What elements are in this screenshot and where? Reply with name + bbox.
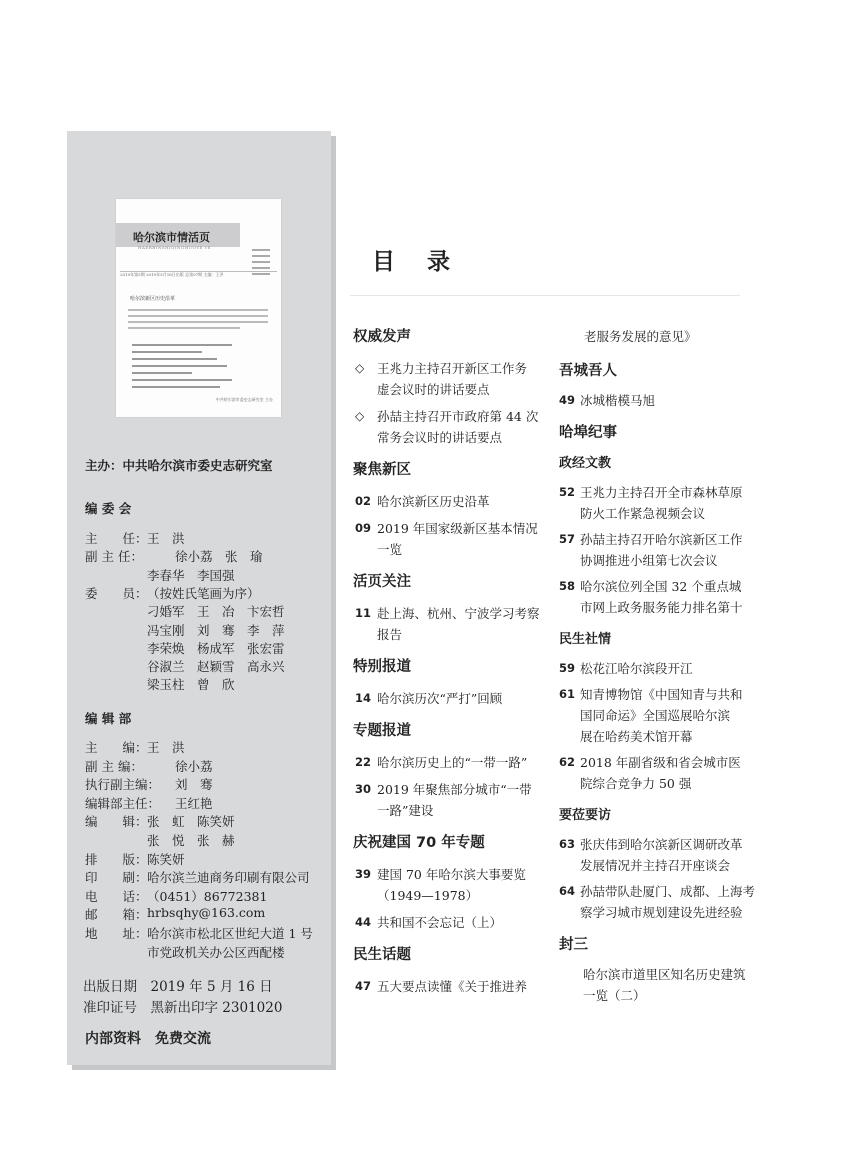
toc-entry-text: 2019 年国家级新区基本情况 xyxy=(377,521,538,536)
dept-member-value: 徐小荔 xyxy=(175,758,213,774)
dept-member-label: 印 刷： xyxy=(85,870,148,886)
diamond-bullet-icon: ◇ xyxy=(355,409,365,423)
toc-entry[interactable] xyxy=(355,406,538,448)
toc-entry-text: 哈尔滨历次“严打”回顾 xyxy=(377,691,503,706)
toc-page-number: 14 xyxy=(355,691,372,705)
board-member-label: 主 任： xyxy=(85,531,148,546)
board-member-value: 梁玉柱 曾 欣 xyxy=(147,677,235,693)
board-member-value: （按姓氏笔画为序） xyxy=(147,585,260,601)
dept-member-label: 邮 箱： xyxy=(85,907,148,923)
toc-category-heading: 吾城吾人 xyxy=(559,363,617,379)
toc-entry-text: 报告 xyxy=(377,627,403,642)
dept-member-label: 排 版： xyxy=(85,851,148,867)
toc-entry[interactable] xyxy=(355,912,502,933)
print-permit: 准印证号 黑新出印字 2301020 xyxy=(83,1000,283,1016)
board-member-value: 李春华 李国强 xyxy=(147,567,235,583)
toc-page-number: 11 xyxy=(355,606,372,620)
toc-entry[interactable] xyxy=(355,779,532,821)
masthead-panel xyxy=(67,131,331,1065)
toc-entry-text: 建国 70 年哈尔滨大事要览 xyxy=(377,867,526,882)
toc-entry[interactable] xyxy=(559,752,741,794)
cover-headline: 哈尔滨新区历史沿革 xyxy=(130,296,176,302)
toc-entry-text: 孙喆主持召开市政府第 44 次 xyxy=(377,409,539,424)
dept-member-value: 王 洪 xyxy=(147,740,185,755)
toc-entry-continuation: 老服务发展的意见》 xyxy=(584,329,697,344)
toc-subcategory-heading: 政经文教 xyxy=(559,456,612,471)
toc-page-number: 47 xyxy=(355,979,372,993)
toc-page-number: 52 xyxy=(559,485,576,499)
toc-entry[interactable] xyxy=(355,603,540,645)
toc-category-heading: 封三 xyxy=(559,937,588,953)
toc-entry[interactable] xyxy=(559,684,743,747)
toc-entry-text: 防火工作紧急视频会议 xyxy=(580,506,706,521)
toc-entry[interactable] xyxy=(559,529,743,571)
toc-entry-text: 察学习城市规划建设先进经验 xyxy=(580,905,743,920)
toc-entry[interactable] xyxy=(559,390,655,411)
toc-page-number: 58 xyxy=(559,579,576,593)
toc-entry-text: 哈尔滨市道里区知名历史建筑 xyxy=(583,967,746,982)
toc-entry-text: 共和国不会忘记（上） xyxy=(377,915,503,930)
publish-date: 出版日期 2019 年 5 月 16 日 xyxy=(83,979,273,995)
board-member-label: 委 员： xyxy=(85,585,148,601)
toc-entry-text: 张庆伟到哈尔滨新区调研改革 xyxy=(580,837,743,852)
toc-entry-text: 五大要点读懂《关于推进养 xyxy=(377,979,528,994)
toc-entry-text: 市网上政务服务能力排名第十 xyxy=(580,600,743,615)
cover-footer: 中共哈尔滨市委史志研究室 主办 xyxy=(215,397,273,402)
toc-page-number: 64 xyxy=(559,884,576,898)
toc-page-number: 39 xyxy=(355,867,372,881)
cover-title: 哈尔滨市情活页 xyxy=(133,231,210,244)
board-member-label: 副 主 任： xyxy=(85,549,143,565)
toc-entry-text: 哈尔滨历史上的“一带一路” xyxy=(377,755,528,770)
toc-category-heading: 哈埠纪事 xyxy=(559,425,617,441)
toc-category-heading: 专题报道 xyxy=(353,723,411,739)
toc-category-heading: 活页关注 xyxy=(353,574,411,590)
dept-member-label: 执行副主编： xyxy=(85,777,161,793)
toc-entry-text: 协调推进小组第七次会议 xyxy=(580,553,718,568)
dept-member-value: 王红艳 xyxy=(175,795,213,811)
dept-member-value: 哈尔滨市松北区世纪大道 1 号 xyxy=(147,926,313,941)
toc-entry[interactable] xyxy=(355,491,490,512)
dept-member-value: 哈尔滨兰迪商务印刷有限公司 xyxy=(147,870,310,886)
toc-entry-text: 赴上海、杭州、宁波学习考察 xyxy=(377,606,540,621)
dept-member-value: hrbsqhy@163.com xyxy=(147,905,266,921)
sponsor-line: 主办：中共哈尔滨市委史志研究室 xyxy=(85,458,273,473)
toc-entry-text: 院综合竞争力 50 强 xyxy=(580,776,692,791)
board-member-value: 王 洪 xyxy=(147,531,185,546)
toc-entry-text: 知青博物馆《中国知青与共和 xyxy=(580,687,743,702)
toc-page-number: 02 xyxy=(355,494,372,508)
toc-page-number: 30 xyxy=(355,782,372,796)
toc-entry-text: 哈尔滨新区历史沿革 xyxy=(377,494,490,509)
toc-page-number: 09 xyxy=(355,521,372,535)
dept-member-label: 主 编： xyxy=(85,740,148,755)
toc-category-heading: 权威发声 xyxy=(353,329,411,345)
cover-issue-line: 2019年第5期 2019年5月16日出版 总第97期 主编：王洪 xyxy=(120,271,277,278)
toc-entry[interactable] xyxy=(355,518,538,560)
dept-member-value: （0451）86772381 xyxy=(147,888,268,904)
toc-page-number: 62 xyxy=(559,755,576,769)
toc-page-number: 49 xyxy=(559,393,576,407)
toc-entry-text: 国同命运》全国巡展哈尔滨 xyxy=(580,708,731,723)
toc-page-number: 59 xyxy=(559,661,576,675)
cover-paragraph xyxy=(128,309,268,333)
dept-member-label: 编辑部主任： xyxy=(85,795,161,811)
toc-entry-text: 一路”建设 xyxy=(377,803,434,818)
toc-entry-text: 哈尔滨位列全国 32 个重点城 xyxy=(580,579,742,594)
toc-entry[interactable] xyxy=(355,752,527,773)
toc-entry-text: 王兆力主持召开全市森林草原 xyxy=(580,485,743,500)
internal-material-note: 内部资料 免费交流 xyxy=(85,1031,211,1047)
toc-entry-text: 一览（二） xyxy=(583,988,646,1003)
toc-entry[interactable] xyxy=(559,482,743,524)
dept-member-label: 地 址： xyxy=(85,926,148,941)
toc-subcategory-heading: 要莅要访 xyxy=(559,808,612,823)
diamond-bullet-icon: ◇ xyxy=(355,361,365,375)
toc-entry-text: 展在哈药美术馆开幕 xyxy=(580,729,693,744)
toc-entry[interactable] xyxy=(355,976,527,997)
board-member-value: 徐小荔 张 瑜 xyxy=(175,549,263,565)
toc-page-number: 63 xyxy=(559,837,576,851)
toc-title: 目 录 xyxy=(372,249,463,275)
toc-page-number: 61 xyxy=(559,687,576,701)
dept-member-label: 电 话： xyxy=(85,888,148,904)
toc-entry-text: （1949—1978） xyxy=(377,888,479,903)
toc-entry-text: 2019 年聚焦部分城市“一带 xyxy=(377,782,532,797)
cover-thumbnail xyxy=(116,199,281,417)
dept-member-value: 陈笑妍 xyxy=(147,851,185,867)
toc-entry-text: 松花江哈尔滨段开江 xyxy=(580,661,693,676)
toc-entry-text: 冰城楷模马旭 xyxy=(580,393,656,408)
dept-member-value: 张 虹 陈笑妍 xyxy=(147,814,235,830)
dept-member-value: 张 悦 张 赫 xyxy=(147,833,235,848)
toc-entry-text: 王兆力主持召开新区工作务 xyxy=(377,361,528,376)
toc-entry[interactable] xyxy=(559,964,746,1006)
toc-entry-text: 虚会议时的讲话要点 xyxy=(377,382,490,397)
dept-member-label: 副 主 编： xyxy=(85,758,143,774)
toc-entry-text: 2018 年副省级和省会城市医 xyxy=(580,755,741,770)
toc-entry[interactable] xyxy=(355,864,526,906)
toc-entry[interactable] xyxy=(355,358,527,400)
toc-page-number: 57 xyxy=(559,532,576,546)
toc-page-number: 44 xyxy=(355,915,372,929)
toc-entry[interactable] xyxy=(355,688,502,709)
toc-category-heading: 特别报道 xyxy=(353,659,411,675)
toc-divider xyxy=(350,295,740,296)
toc-entry[interactable] xyxy=(559,834,743,876)
toc-category-heading: 聚焦新区 xyxy=(353,462,411,478)
board-member-value: 刁婚军 王 冶 卞宏哲 xyxy=(147,604,285,620)
editorial-dept-heading: 编 辑 部 xyxy=(85,711,132,726)
toc-entry-text: 发展情况并主持召开座谈会 xyxy=(580,858,731,873)
toc-entry-text: 一览 xyxy=(377,542,403,557)
toc-category-heading: 庆祝建国 70 年专题 xyxy=(353,835,485,851)
toc-page-number: 22 xyxy=(355,755,372,769)
board-member-value: 李荣焕 杨成军 张宏雷 xyxy=(147,640,285,656)
toc-entry-text: 孙喆带队赴厦门、成都、上海考 xyxy=(580,884,756,899)
editorial-board-heading: 编 委 会 xyxy=(85,501,132,516)
dept-member-value: 市党政机关办公区西配楼 xyxy=(147,944,285,960)
dept-member-label: 编 辑： xyxy=(85,814,148,830)
toc-category-heading: 民生话题 xyxy=(353,947,411,963)
dept-member-value: 刘 骞 xyxy=(175,777,213,793)
board-member-value: 冯宝刚 刘 骞 李 萍 xyxy=(147,622,285,638)
toc-entry-text: 孙喆主持召开哈尔滨新区工作 xyxy=(580,532,743,547)
cover-contents-list xyxy=(132,344,232,393)
toc-entry[interactable] xyxy=(559,658,693,679)
toc-entry[interactable] xyxy=(559,881,755,923)
toc-entry[interactable] xyxy=(559,576,743,618)
toc-entry-text: 常务会议时的讲话要点 xyxy=(377,430,503,445)
board-member-value: 谷淑兰 赵颖雪 高永兴 xyxy=(147,659,285,675)
cover-pinyin: HAERBINSHIQINGHUOYE YE xyxy=(138,245,212,250)
toc-subcategory-heading: 民生社情 xyxy=(559,632,612,647)
